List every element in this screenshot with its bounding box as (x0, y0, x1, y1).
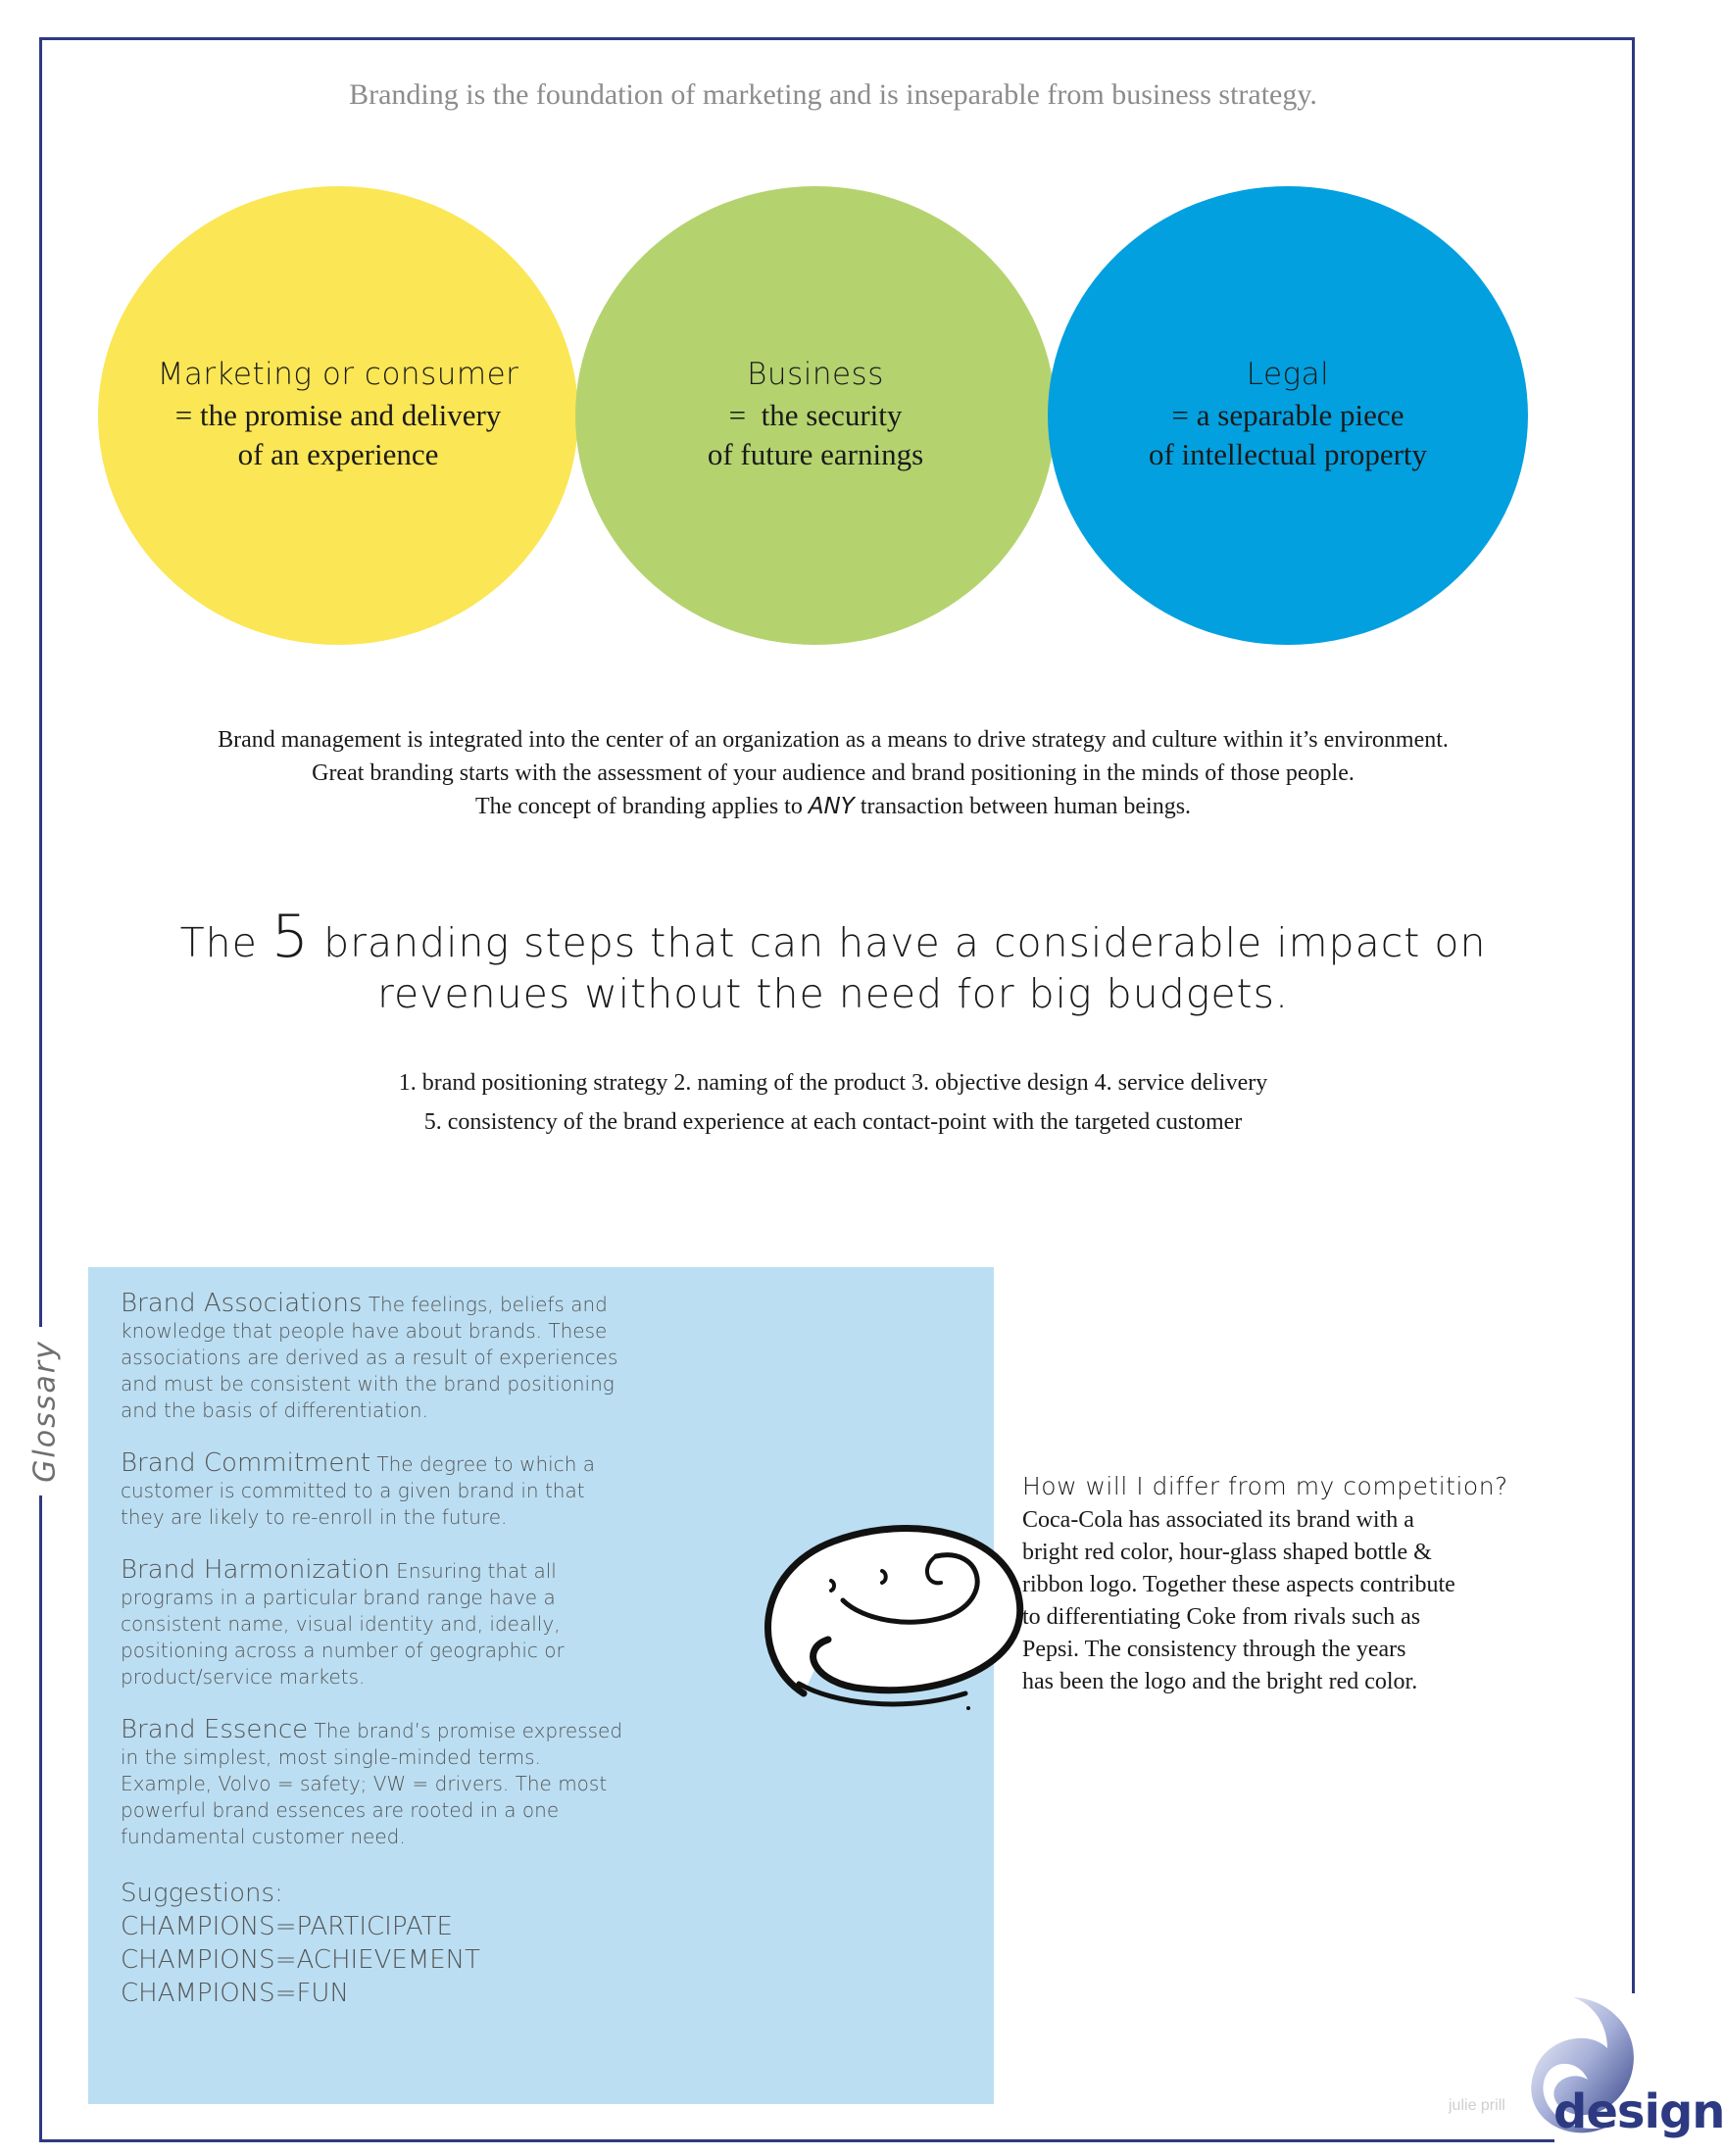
glossary-term: Brand Commitment (121, 1448, 371, 1478)
suggestion-item: CHAMPIONS=ACHIEVEMENT (121, 1945, 481, 1975)
suggestions-block (121, 1877, 630, 2010)
circle-marketing (98, 186, 578, 645)
glossary-entry (121, 1717, 630, 1850)
intro-line (0, 790, 1666, 823)
competition-line: bright red color, hour-glass shaped bottle & (1022, 1540, 1432, 1565)
headline-text: branding steps that can have a considerable impact on (310, 919, 1487, 966)
circle-legal (1048, 186, 1528, 645)
circle-heading: Business (747, 357, 884, 392)
competition-line: to differentiating Coke from rivals such as (1022, 1604, 1421, 1630)
frame-left-border-lower (39, 1495, 42, 2142)
circle-line: of future earnings (707, 437, 924, 471)
glossary-term: Brand Harmonization (121, 1555, 390, 1585)
intro-paragraph (0, 723, 1666, 823)
glossary-entry (121, 1557, 630, 1690)
glossary-tab-label: Glossary (28, 1334, 63, 1489)
glossary-definition: Ensuring that all programs in a particular brand range have a consistent name, visual identity and, ideally, positioning across a number of geographic or product/service markets. (121, 1559, 565, 1689)
headline-line: revenues without the need for big budgets. (376, 970, 1290, 1017)
logo-owner-text: julie prill (1449, 2097, 1505, 2114)
glossary-panel (88, 1267, 994, 2104)
competition-line: Pepsi. The consistency through the years (1022, 1637, 1406, 1662)
frame-bottom-border (39, 2139, 1554, 2142)
headline-text: The (179, 919, 271, 966)
glossary-definition: The feelings, beliefs and knowledge that people have about brands. These associations are derived as a result of experiences and must be consistent with the brand positioning and the basis of differentiation. (121, 1293, 618, 1422)
glossary-entry (121, 1291, 630, 1424)
glossary-term: Brand Associations (121, 1289, 363, 1318)
glossary-definition: The degree to which a customer is committed to a given brand in that they are likely to re-enroll in the future. (121, 1452, 596, 1529)
intro-line-text: The concept of branding applies to (474, 794, 809, 819)
glossary-entry (121, 1450, 630, 1531)
competition-line: ribbon logo. Together these aspects contribute (1022, 1572, 1455, 1597)
intro-line-text: transaction between human beings. (854, 794, 1192, 819)
glossary-definition: The brand’s promise expressed in the simplest, most single-minded terms. Example, Volvo = safety; VW = drivers. The most powerful brand essences are rooted in a one fundamental customer need. (121, 1719, 623, 1848)
competition-note (1022, 1470, 1532, 1698)
competition-line: has been the logo and the bright red color. (1022, 1669, 1418, 1694)
steps-line: 1. brand positioning strategy 2. naming of the product 3. objective design 4. service delivery (398, 1070, 1268, 1096)
steps-headline (0, 903, 1666, 1019)
circle-line: = a separable piece (1171, 398, 1404, 432)
steps-list (0, 1063, 1666, 1142)
tagline: Branding is the foundation of marketing and is inseparable from business strategy. (349, 78, 1317, 111)
circle-line: = the security (728, 398, 903, 432)
circle-line: of an experience (237, 437, 439, 471)
glossary-entries (121, 1291, 630, 2010)
intro-line: Brand management is integrated into the center of an organization as a means to drive strategy and culture within it’s environment. (218, 727, 1449, 753)
glossary-term: Brand Essence (121, 1715, 309, 1744)
circle-heading: Marketing or consumer (157, 357, 519, 392)
suggestions-heading: Suggestions: (121, 1879, 283, 1908)
smiley-swirl-icon (745, 1502, 1039, 1728)
suggestion-item: CHAMPIONS=FUN (121, 1979, 349, 2008)
circle-line: = the promise and delivery (174, 398, 502, 432)
intro-line: Great branding starts with the assessment of your audience and brand positioning in the minds of those people. (312, 760, 1355, 786)
circle-line: of intellectual property (1148, 437, 1428, 471)
circle-heading: Legal (1246, 357, 1330, 392)
competition-line: Coca-Cola has associated its brand with a (1022, 1507, 1414, 1533)
headline-line (0, 903, 1666, 971)
headline-number: 5 (271, 903, 311, 971)
competition-question: How will I differ from my competition? (1022, 1472, 1508, 1500)
intro-emphasis: ANY (808, 794, 855, 819)
logo-wordmark: design (1553, 2084, 1724, 2139)
circle-business (575, 186, 1056, 645)
frame-top-border (39, 37, 1635, 40)
glossary-tab (25, 1318, 65, 1504)
steps-line: 5. consistency of the brand experience at each contact-point with the targeted customer (423, 1109, 1243, 1135)
suggestion-item: CHAMPIONS=PARTICIPATE (121, 1912, 453, 1941)
